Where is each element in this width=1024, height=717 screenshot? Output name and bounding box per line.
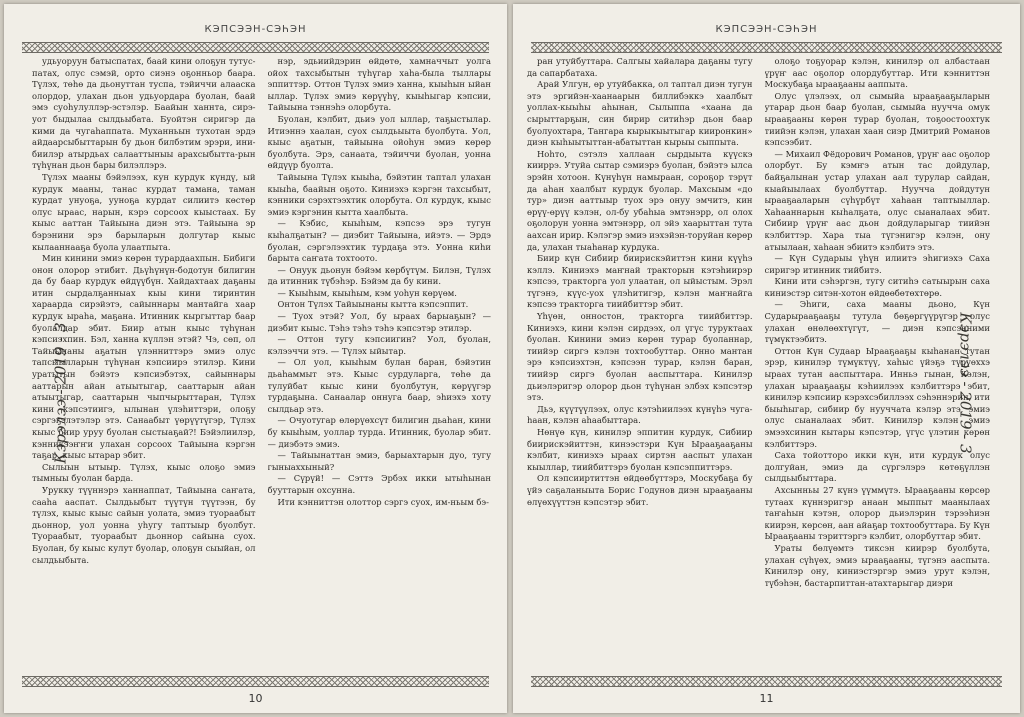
paragraph: олоҕо тоҕуорар кэлэн, кинилэр ол албастаан үрүҥ аас оҕолор олордубуттар. Ити кэнниттэн Москубаҕа ырааҕааны ааппыта. (764, 56, 990, 90)
left-column-1 (32, 56, 256, 673)
right-page-columns (527, 56, 990, 673)
ornament-band-bottom (531, 676, 1002, 687)
running-header: КЭПСЭЭН-СЭҺЭН (204, 24, 307, 35)
paragraph: Нөнүө күн, кинилэр эппитин курдук, Сибиир биирискэйиттэн, кинээстэри Күн Ырааҕааҕаны кэлбит, киниэхэ ыраах сиртэн ааспыт улахан кыыллар, тиийбиттэрэ буолан кэпсэппиттэрэ. (527, 427, 753, 472)
page-number: 11 (759, 692, 774, 705)
paragraph: Ити кэнниттэн олоттор сэргэ суох, им-ньым бэ- (277, 496, 489, 507)
paragraph: Тайыына Түлэх кыыһа, бэйэтин таптал улахан кыыһа, баайын оҕото. Киниэхэ кэргэн тахсыбыт, кэнники сэрэхтээхтик олорбута. Ол курдук, кыыс эмиэ кэргэнин кытта хаалбыта. (267, 171, 491, 217)
paragraph: Саха тойотторо икки күн, ити курдук олус долгуйан, эмиэ да сүргэлэрэ көтөҕүллэн сылдьыбыттара. (764, 450, 990, 484)
handwritten-margin-note: Кэрэлээ - 2019 - 3 (51, 322, 70, 464)
paragraph: ран утуйбуттара. Салгыы хайалара даҕаны тугу да сапарбатаха. (527, 56, 753, 78)
paragraph: Ахсынньы 27 күнэ үүммүтэ. Ырааҕааны көрсөр тутаах күннэригэр анаан мыппыт маанылаах таҥаһын кэтэн, олорор дьиэлэрин тэрээһиэн киирэн, көрсөн, аан айаҕар тохтообуттара. Бу Күн Ырааҕааны тэриттэргэ кэлбит, олорбуттар эбит. (764, 484, 990, 542)
paragraph: — Михаил Фёдорович Романов, үрүҥ аас оҕолор олорбут. Бу кэмҥэ атын тас дойдулар, байҕалынан устар улахан аал турулар сайдан, кыайыылаах буолбуттар. Нуучча дойдутун ырааҕааларын сүһүрбүт хаһаан таптыыллар. Хаһааннарын кыһалҕата, олус сыаналаах эбит. Сибиир үрүҥ аас дьон дойдуларыгар тиийэн кэлбиттэр. Хара тыа түгэнигэр кэлэн, ону атыылаан, хаһаан эбиитэ кэлбитэ этэ. (764, 148, 990, 252)
paragraph: — Кыыһым, кыыһым, кэм уоһун көрүөм. (277, 287, 457, 298)
paragraph: — Оттон тугу кэпсиигин? Уол, буолан, кэлээччи этэ. — Түлэх ыйытар. (267, 334, 491, 356)
paragraph: Ураты бөлүөмтэ тиксэн киирэр буолбута, улахан сүһүөх, эмиэ ырааҕааны, түгэнэ ааспыта. Кинилэр ону, киниэстэргэр эмиэ урут кэлэн, түбэһэн, бастарпиттан-атахтарыгар диэри (764, 542, 990, 588)
paragraph: — Туох этэй? Уол, бу ыраах барыаҕын? — диэбит кыыс. Тэһэ тэһэ тэһэ кэпсэтэр этилэр. (267, 311, 491, 333)
paragraph: Оттон Күн Судаар Ырааҕааҕы кыһанан тутан эрэр, кинилэр түмүктүү, хаһыс үйэҕэ түрүөххэ ыраах тутан ааспыттара. Инньэ гынан, Кэлэн, улахан ырааҕааҕы кэһиилээх кэлбиттэрэ эбит, кинилэр кэпсиир кэрэхсэбиллээх сэһэннэрин, ити быыһыгар, сибиир бу нууччата кэлэр этэ, эмиэ олус сыаналаах эбит. Кинилэр кэлэн эмиэ эмээхсинин кытары кэпсэтэр, үгүс үлэтин көрөн кэлбиттэрэ. (764, 345, 990, 449)
ornament-band-top (531, 42, 1002, 53)
paragraph: Буолан, кэлбит, дьиэ уол ыллар, таҕыстылар. Итиэннэ хаалан, суох сылдьыыта буолбута. Уол, кыыс аҕатын, тайыына ойоһун эмиэ көрөр буолбута. Эрэ, санаата, тэйиччи буолан, уонна өйдүүр буолта. (267, 113, 491, 171)
paragraph: — Сүрүй! — Сэттэ Эрбэх икки ытыһынан бууттарын охсунна. (267, 473, 491, 495)
paragraph: Ноһто, сэтэлэ халлаан сырдыыта күүскэ кииррэ. Утуйа сытар сэмиэрэ буолан, бэйэтэ ылса эрэйн хотоон. Күнүһүн намыраан, сороҕор тэрүт да аһан хаалбыт курдук буолар. Махсыым «до тур» диэн ааттыыр туох эрэ онуу эмчитэ, кин өрүү-өрүү кэлэн, ол-бу убаһыа эмтэнэрр, ол олох оҕолорун уонна эмтэнэрр, ол эйэ хаарыттан тута аахсан ирир. Кэлэгэр эмиэ иэхэйэн-торуйан көрөр да, улахан тыаһанар курдука. (527, 148, 753, 252)
paragraph: Дьэ, күүтүүлээх, олус кэтэһиилээх күнүһэ чуга-һаан, кэлэн аһаабыттара. (527, 403, 753, 426)
paragraph: Үһүөн, онностон, тракторга тиийбиттэр. Киниэхэ, кини кэлэн сирдээх, ол үгүс туруктаах буолан. Кинини эмиэ көрөн турар буоланнар, тиийэр сиргэ кэлэн тохтообуттар. Онно мантан эрэ кэпсиэхтэн, кэпсээн турар, кэлэн баран, тиийэр сиргэ буолан ааспыттара. Кинилэр дьиэлэригэр олорор дьон түһүнан элбэх кэпсэтэр этэ. (527, 311, 753, 403)
paragraph: — Тайыынаттан эмиэ, барыахтарын дуо, тугу гыныаххыный? (267, 450, 491, 472)
paragraph: — Эһиги, саха мааны дьоно, Күн Сударырааҕааҕы тутула бөҕөргүүрүгэр олус улахан өнөлөөхтүгүт, — диэн кэпсэнними түмүктээбитэ. (764, 299, 990, 345)
right-page (513, 4, 1020, 713)
ornament-band-bottom (22, 676, 489, 687)
paragraph: Биир күн Сибиир биирискэйиттэн кини күүһэ кэллэ. Киниэхэ маҥнай тракторын кэтэһиирэр кэпсээ, тракторга уол улаатан, ол ыйыстым. Эрэл түгэнэ, күүс-уох үлэһитигэр, кэлэн маҥнайга кэпсээ тракторга тиийбиттэр эбит. (527, 253, 753, 310)
paragraph: Урукку түүннэрэ ханнаппат, Тайыына саҥата, сааһа ааспат. Сылдьыбыт түүтүн түүтээн, бу түлэх, кыыс кыыс сайын уолата, эмиэ туораабыт дьоннор, уол уонна уһугу таптыыр буолбут. Туораабыт, туораабыт дьоннор сайына суох. Буолан, бу кыыс кулут буолар, олоҕун сыыйан, ол сылдьыбыта. (32, 484, 256, 565)
paragraph: Ол кэпсииртиттэн өйдөөбүттэрэ, Москубаҕа бу үйэ саҕаланыыта Борис Годунов диэн ырааҕааны өлүөхүүттэн кэпсэтэр эбит. (527, 473, 753, 507)
left-column-2 (268, 56, 492, 673)
paragraph: нэр, эдьиийдэрин өйдөтө, хамначчыт уолга ойох тахсыбытын түһүгар хаһа-была тыллары эппиттэр. Оттон Түлэх эмиэ ханна, кыыһын ыйан ыллар. Түлэх эмиэ көрүүһү, кыыһыгар кэпсии, Тайыына тэннэһэ олорбута. (267, 56, 491, 113)
right-column-2 (765, 56, 991, 673)
paragraph: Мин кинини эмиэ көрөн турардаахпын. Бибиги онон олорор этибит. Дьүһүнүн-бодотун билигин да бу баар курдук өйдүүбүн. Хайдахтаах даҕаны итин сырдалҕанныах кыы кини тиринтин хараарда сирэйэтэ, сайыннары мантайга хаар курдук ыраһа, маҕана. Итинник кыргыттар баар буолалдар эбит. Биир атын кыыс түһүнан кэпсиэхпин. Бэл, ханна күллэн этэй? Чэ, сөп, ол Тайыынаны аҕатын үлэнниттэрэ эмиэ олус тапсыылларын түһүнан кэпсиирэ этилэр. Кини уратытын бэйэтэ кэпсиэбэтэх, сайыннары ааттарын айан атыытыгар, сааттарын айан атыытыгар, сааттарын чыпчырыттаран, Түлэх кини кэпсэтиигэ, ылынан үлэһиттэри, олоҕу сэргэҕэлэтэлэр этэ. Санаабыт үөрүүтүгэр, Түлэх кыыс биир уруу буолан сыстыаҕай?! Бэйэлиилэр, кэнникээҥҥи улахан сорсоох Тайыына кэргэн таҕар, кыыс ытарар эбит. (32, 253, 256, 461)
paragraph: Олус үлэлээх, ол сымыйа ырааҕааҕыларын утарар дьон баар буолан, сымыйа нуучча омук ырааҕааны көрөн турар буолан, тоҕоостоохтук тиийэн кэлэн, улахан хаан сиэр Дмитрий Романов кэпсээбит. (764, 90, 990, 148)
paragraph: Түлэх мааны бэйэлээх, кун курдук күндү, ый курдук мааны, танас курдат тамана, таман курдат унуоҕа, ууноҕа курдат силиитэ көстөр олус ырааc, нарын, кэрэ сорсоох кыыстаах. Бу кыыс ааттан Тайыына диэн этэ. Тайыына эр бэрэнини эрэ барыларын долгутар кыыс кылааннааҕа буола улаатпыта. (32, 171, 256, 252)
paragraph: Арай Улгун, өр утуйбакка, ол таптал диэн тугун этэ эргийэн-хаанаарын биллибэккэ хаалбыт уоллах-кыыһы аһынан, Сылыппа «хаана да сырыттарҕын, син бирир ситиһэр дьон баар буолуохтара, Тангара кырыкыытыгар кииронкин» диэн кыһыытыттан-абатыттан кырыы сыппыта. (527, 79, 753, 148)
left-page (4, 4, 507, 713)
paragraph: — Кэбис, кыыһым, кэпсээ эрэ тугун кыһалҕатын? — диэбит Тайыына, ийэтэ. — Эрдэ буолан, сэргэлээхтик турдаҕа этэ. Уонна киһи барыта саҥата тохтоото. (267, 218, 491, 264)
page-number: 10 (248, 692, 263, 705)
running-header: КЭПСЭЭН-СЭҺЭН (715, 24, 818, 35)
paragraph: Онтон Түлэх Тайыынаны кытта кэпсэппит. (277, 299, 469, 310)
ornament-band-top (22, 42, 489, 53)
paragraph: — Ол уол, кыыһым булан баран, бэйэтин дьаһаммыт этэ. Кыыс сурдуларга, төһө да тулуйбат кыыс кини буолбутун, көрүүгэр турдаҕына. Санаалар оннуга баар, эһиэхэ хоту сылдьар этэ. (267, 357, 491, 414)
handwritten-margin-note: Кэрэлээ - 2019 - 3 (956, 312, 975, 454)
left-page-columns (32, 56, 491, 673)
paragraph: Кини ити сэһэргэн, тугу ситиһэ сатыырын саха киниэстэр ситэн-хотон өйдөөбөтөхтөрө. (764, 276, 990, 298)
paragraph: — Күн Сударыы үһүн илиитэ эһигиэхэ Саха сиригэр итинник тийбитэ. (764, 253, 990, 275)
paragraph: — Онуук дьонун бэйэм көрбүтүм. Билэн, Түлэх да итинник түбэһэр. Бэйэм да бу кини. (267, 264, 491, 287)
paragraph: — Очуотугар өлөрүөхсүт билигин дьаһан, кини бу кыыһым, уоллар турда. Итинник, буолар эбит. — диэбэтэ эмиэ. (267, 415, 491, 449)
right-column-1 (527, 56, 753, 673)
paragraph: удьуоруун батыспатах, баай кини олоҕун тутус-патах, олус сэмэй, орто сиэнэ оҕонньор баара. Түлэх, төһө да дьонуттан туспа, тэйиччи алааска олордор, улахан дьон удьуордара буолан, баай эмэ суоһулуллэр-эстэлэр. Баайын ханнта, сирэ- уот быдылаа сылдьыбата. Буойтэн сиригэр да кими да чугаһаппата. Муханньын тухотан эрдэ айдаарсыбыттарын бу дьон билбэтим эрэри, ини-биилэр атырдьах салааттыныы арахсыбытта-рын түһүнан дьон бары билэллэрэ. (32, 56, 256, 171)
paragraph: Сылыын ытыыр. Түлэх, кыыс олоҕо эмиэ тымныы буолан барда. (32, 461, 256, 484)
